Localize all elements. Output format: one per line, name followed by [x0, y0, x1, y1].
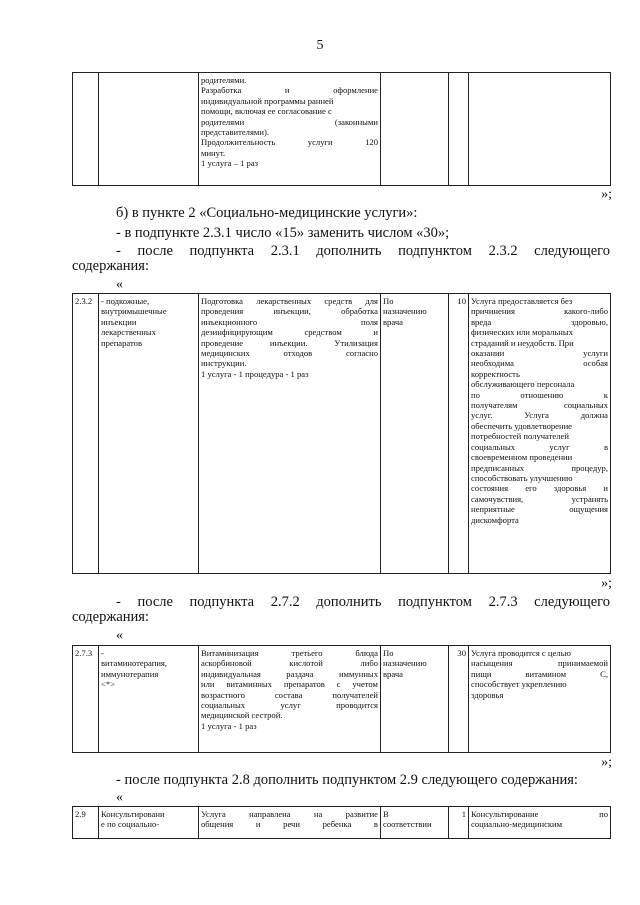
cond-line: оказании услуги	[471, 348, 608, 359]
term-line: врача	[383, 668, 403, 679]
cond-line: страданий и неудобств. При	[471, 337, 574, 348]
desc-line: родителями.	[201, 75, 247, 85]
cond-line: по отношению к	[471, 389, 608, 400]
cond-line: причинения какого-либо	[471, 306, 608, 317]
desc-line: проведение инъекции. Утилизация	[201, 337, 378, 348]
desc-line: возрастного состава получателей	[201, 689, 378, 700]
cond-line: здоровья	[471, 689, 504, 700]
cell-conditions	[469, 294, 611, 574]
cell-name	[99, 73, 199, 186]
cond-line: дискомфорта	[471, 514, 519, 525]
cond-line: необходима особая	[471, 358, 608, 369]
subitem-code: 2.9	[75, 809, 86, 819]
desc-line: общения и речи ребенка в	[201, 819, 378, 830]
cond-line: обеспечить удовлетворение	[471, 420, 572, 431]
text-line: - после подпункта 2.8 дополнить подпунктом 2.9 следующего содержания:	[116, 772, 578, 788]
text-line: содержания:	[72, 258, 150, 274]
cell-quantity	[449, 294, 469, 574]
desc-line: дезинфицирующим средством и	[201, 327, 378, 338]
cond-line: социально-медицинским	[471, 819, 563, 830]
cell-name	[99, 646, 199, 753]
desc-line: инъекционного поля	[201, 316, 378, 327]
desc-line: индивидуальной программы ранней	[201, 95, 334, 106]
desc-line: индивидуальная раздача иммунных	[201, 668, 378, 679]
cond-line: Услуга предоставляется без	[471, 296, 573, 306]
table-subitem-2-9	[72, 806, 611, 839]
cell-conditions	[469, 73, 611, 186]
cond-line: социальных услуг в	[471, 441, 608, 452]
opening-quote: «	[116, 790, 123, 805]
cond-line: обслуживающего персонала	[471, 379, 575, 390]
term-line: По	[383, 296, 394, 306]
cond-line: потребностей получателей	[471, 431, 569, 442]
cond-line: своевременном проведении	[471, 452, 573, 463]
closing-quote: »;	[601, 755, 612, 770]
cond-line: способствовать улучшению	[471, 472, 573, 483]
subitem-code: 2.3.2	[75, 296, 93, 306]
table-subitem-2-7-3	[72, 645, 611, 753]
cell-term	[381, 807, 449, 839]
cond-line: корректность	[471, 368, 520, 379]
term-line: В	[383, 809, 389, 819]
desc-line: представителями).	[201, 127, 269, 138]
cell-quantity	[449, 646, 469, 753]
cond-line: Консультирование по	[471, 809, 608, 819]
cond-line: способствует укреплению	[471, 679, 567, 690]
desc-line: 1 услуга - 1 процедура - 1 раз	[201, 368, 309, 379]
desc-line: социальных услуг проводится	[201, 700, 378, 711]
table-subitem-2-3-2	[72, 293, 611, 574]
desc-line: Продолжительность услуги 120	[201, 137, 378, 148]
cell-code	[73, 73, 99, 186]
cond-line: насыщения принимаемой	[471, 658, 608, 669]
cond-line: Услуга проводится с целью	[471, 648, 571, 658]
term-line: назначению	[383, 306, 427, 317]
name-line: препаратов	[101, 337, 143, 348]
term-line: По	[383, 648, 394, 658]
cond-line: неприятные ощущения	[471, 504, 608, 515]
term-line: врача	[383, 316, 403, 327]
cell-description	[199, 73, 381, 186]
cond-line: вреда здоровью,	[471, 316, 608, 327]
text-line: содержания:	[72, 609, 150, 625]
cell-term	[381, 646, 449, 753]
cond-line: предписанных процедур,	[471, 462, 608, 473]
text-line: б) в пункте 2 «Социально-медицинские услуги»:	[116, 205, 418, 221]
desc-line: медицинской сестрой.	[201, 710, 283, 721]
name-line: <*>	[101, 679, 115, 690]
text-line: - после подпункта 2.7.2 дополнить подпунктом 2.7.3 следующего	[116, 594, 610, 610]
name-line: -	[101, 648, 104, 658]
cell-description	[199, 807, 381, 839]
term-line: соответствии	[383, 819, 432, 830]
desc-line: родителями (законными	[201, 116, 378, 127]
desc-line: инструкции.	[201, 358, 247, 369]
cell-term	[381, 73, 449, 186]
desc-line: Витаминизация третьего блюда	[201, 648, 378, 658]
desc-line: аскорбиновой кислотой либо	[201, 658, 378, 669]
cond-line: самочувствия, устранять	[471, 493, 608, 504]
desc-line: помощи, включая ее согласование с	[201, 106, 332, 117]
term-line: назначению	[383, 658, 427, 669]
desc-line: Услуга направлена на развитие	[201, 809, 378, 819]
cell-term	[381, 294, 449, 574]
opening-quote: «	[116, 628, 123, 643]
opening-quote: «	[116, 277, 123, 292]
name-line: иммунотерапия	[101, 668, 159, 679]
cond-line: физических или моральных	[471, 327, 573, 338]
quantity-value: 1	[461, 809, 466, 819]
table-continuation	[72, 72, 611, 186]
text-line: - после подпункта 2.3.1 дополнить подпунктом 2.3.2 следующего	[116, 243, 610, 259]
desc-line: Разработка и оформление	[201, 85, 378, 96]
desc-line: Подготовка лекарственных средств для	[201, 296, 378, 306]
cell-name	[99, 807, 199, 839]
desc-line: или витаминных препаратов с учетом	[201, 679, 378, 690]
page-number: 5	[316, 38, 324, 53]
name-line: лекарственных	[101, 327, 156, 338]
name-line: внутримышечные	[101, 306, 167, 317]
cell-description	[199, 646, 381, 753]
name-line: Консультировани	[101, 809, 165, 819]
cond-line: состояния его здоровья и	[471, 483, 608, 494]
quantity-value: 10	[457, 296, 466, 306]
cell-code	[73, 646, 99, 753]
cell-conditions	[469, 807, 611, 839]
cell-quantity	[449, 807, 469, 839]
cell-code	[73, 807, 99, 839]
desc-line: 1 услуга – 1 раз	[201, 158, 259, 169]
cell-quantity	[449, 73, 469, 186]
cell-code	[73, 294, 99, 574]
desc-line: медицинских отходов согласно	[201, 348, 378, 359]
subitem-code: 2.7.3	[75, 648, 93, 658]
closing-quote: »;	[601, 576, 612, 591]
cell-conditions	[469, 646, 611, 753]
name-line: инъекции	[101, 316, 137, 327]
cell-name	[99, 294, 199, 574]
name-line: - подкожные,	[101, 296, 150, 306]
text-line: - в подпункте 2.3.1 число «15» заменить числом «30»;	[116, 225, 450, 241]
closing-quote: »;	[601, 187, 612, 202]
cond-line: услуг. Услуга должна	[471, 410, 608, 421]
desc-line: проведения инъекции, обработка	[201, 306, 378, 317]
name-line: витаминотерапия,	[101, 658, 168, 669]
quantity-value: 30	[457, 648, 466, 658]
cond-line: получателям социальных	[471, 400, 608, 411]
cell-description	[199, 294, 381, 574]
cond-line: пищи витамином С,	[471, 668, 608, 679]
desc-line: 1 услуга - 1 раз	[201, 720, 257, 731]
name-line: е по социально-	[101, 819, 160, 830]
desc-line: минут.	[201, 147, 226, 158]
